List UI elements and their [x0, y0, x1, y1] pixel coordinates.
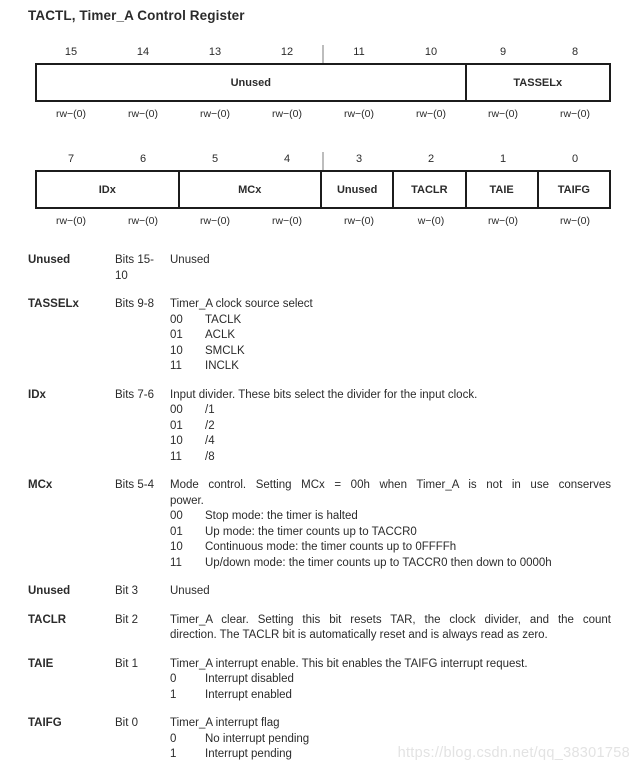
value-meaning: TACLK [205, 313, 242, 326]
field-bits: Bits 7-6 [115, 388, 154, 401]
bit-number: 2 [427, 153, 435, 165]
value-meaning: Continuous mode: the timer counts up to 0FFFFh [205, 541, 457, 553]
access-type: rw−(0) [55, 108, 87, 120]
bit-number: 10 [424, 46, 438, 58]
bit-number: 15 [64, 46, 78, 58]
access-type: rw−(0) [271, 108, 303, 120]
access-type: rw−(0) [415, 108, 447, 120]
access-type: rw−(0) [559, 215, 591, 227]
value-code: 10 [170, 344, 183, 357]
access-type: rw−(0) [343, 108, 375, 120]
field-bits: Bit 0 [115, 717, 139, 729]
bit-number: 9 [499, 46, 507, 58]
value-row [170, 328, 611, 344]
value-row [170, 403, 611, 419]
bit-number: 12 [280, 46, 294, 58]
value-meaning: Interrupt pending [205, 748, 292, 760]
value-row [170, 672, 611, 688]
bit-numbers-row [35, 152, 611, 167]
access-row [35, 108, 611, 120]
description-line: Mode control. Setting MCx = 00h when Timer_A is not in use conserves [170, 479, 611, 491]
field-name: Unused [28, 254, 71, 266]
field-bits: Bits 9-8 [115, 298, 154, 310]
value-row [170, 540, 611, 556]
field-bits: Bit 1 [115, 657, 139, 670]
access-type: rw−(0) [271, 215, 303, 227]
access-row [35, 215, 611, 227]
access-type: rw−(0) [127, 108, 159, 120]
bit-number: 4 [283, 153, 291, 165]
value-row [170, 434, 611, 450]
field-bits: Bits 5-4 [115, 479, 154, 491]
register-field-taie: TAIE [467, 172, 539, 207]
register-row-low-byte [35, 152, 611, 227]
register-field-unused: Unused [322, 172, 394, 207]
value-code: 00 [170, 510, 183, 522]
value-code: 11 [170, 360, 182, 372]
description-line: Input divider. These bits select the divider for the input clock. [170, 388, 478, 401]
value-meaning: ACLK [205, 329, 236, 341]
field-bits: Bit 2 [115, 613, 139, 626]
bit-number: 13 [208, 46, 222, 58]
field-section-unused-4 [0, 584, 611, 600]
register-field-mcx: MCx [180, 172, 323, 207]
description-line: Timer_A interrupt flag [170, 717, 280, 729]
value-code: 10 [170, 541, 183, 553]
access-type: w−(0) [417, 215, 445, 227]
bit-number: 1 [499, 153, 507, 165]
access-type: rw−(0) [199, 108, 231, 120]
bit-number: 7 [67, 153, 75, 165]
access-type: rw−(0) [487, 108, 519, 120]
register-box [35, 63, 611, 102]
bit-number: 5 [211, 153, 219, 165]
value-row [170, 359, 611, 375]
field-description [170, 657, 611, 704]
value-row [170, 556, 611, 572]
value-row [170, 509, 611, 525]
center-tick-mark [322, 152, 324, 170]
bit-number: 14 [136, 46, 150, 58]
field-section-idx-2 [0, 388, 611, 466]
value-code: 01 [170, 419, 183, 432]
register-field-idx: IDx [37, 172, 180, 207]
register-field-taclr: TACLR [394, 172, 466, 207]
description-line: Unused [170, 254, 210, 266]
value-meaning: Interrupt disabled [205, 673, 294, 685]
value-row [170, 344, 611, 360]
register-field-taifg: TAIFG [557, 183, 590, 196]
access-type: rw−(0) [343, 215, 375, 227]
value-code: 00 [170, 313, 183, 326]
value-code: 1 [170, 748, 177, 760]
value-code: 0 [170, 732, 177, 745]
field-section-unused-0 [0, 253, 611, 284]
description-line: Unused [170, 585, 210, 597]
page-title: TACTL, Timer_A Control Register [28, 8, 245, 23]
center-tick-mark [322, 45, 324, 63]
register-row-high-byte [35, 45, 611, 120]
register-field-tasselx: TASSELx [513, 76, 563, 89]
field-description [170, 253, 611, 269]
value-row [170, 419, 611, 435]
bit-number: 6 [139, 153, 147, 165]
value-row [170, 688, 611, 704]
description-line: direction. The TACLR bit is automatically reset and is always read as zero. [170, 629, 548, 641]
description-line: Timer_A clock source select [170, 298, 313, 310]
value-meaning: /1 [205, 404, 215, 416]
value-meaning: Up mode: the timer counts up to TACCR0 [205, 525, 417, 538]
value-row [170, 525, 611, 541]
field-section-tasselx-1 [0, 297, 611, 375]
field-section-taie-6 [0, 657, 611, 704]
field-name: TAIFG [28, 717, 62, 729]
register-field-unused: Unused [37, 65, 467, 100]
value-meaning: SMCLK [205, 344, 245, 357]
field-description [170, 388, 611, 466]
value-code: 0 [170, 673, 177, 685]
access-type: rw−(0) [199, 215, 231, 227]
field-name: TACLR [28, 613, 67, 626]
value-meaning: No interrupt pending [205, 732, 310, 745]
field-description [170, 478, 611, 571]
access-type: rw−(0) [487, 215, 519, 227]
field-name: TASSELx [28, 298, 79, 310]
value-meaning: Stop mode: the timer is halted [205, 510, 358, 522]
value-code: 01 [170, 525, 183, 538]
value-meaning: INCLK [205, 360, 239, 372]
value-meaning: /8 [205, 450, 215, 463]
field-section-mcx-3 [0, 478, 611, 571]
field-description [170, 297, 611, 375]
value-code: 11 [170, 556, 182, 569]
register-box [35, 170, 611, 209]
value-meaning: /2 [205, 419, 215, 432]
field-name: MCx [28, 479, 53, 491]
bit-number: 8 [571, 46, 579, 58]
access-type: rw−(0) [559, 108, 591, 120]
value-code: 10 [170, 435, 183, 447]
description-line: power. [170, 494, 204, 507]
access-type: rw−(0) [127, 215, 159, 227]
description-line: Timer_A clear. Setting this bit resets TAR, the clock divider, and the count [170, 613, 611, 626]
field-name: IDx [28, 388, 46, 401]
value-code: 1 [170, 688, 177, 701]
bit-numbers-row [35, 45, 611, 60]
bit-number: 3 [355, 153, 363, 165]
bit-number: 11 [353, 46, 365, 58]
watermark: https://blog.csdn.net/qq_38301758 [397, 745, 630, 761]
field-name: TAIE [28, 657, 54, 670]
value-row [170, 313, 611, 329]
field-description [170, 584, 611, 600]
field-bits: Bits 15-10 [115, 254, 154, 282]
value-row [170, 450, 611, 466]
field-section-taclr-5 [0, 613, 611, 644]
field-description [170, 613, 611, 644]
value-meaning: /4 [205, 435, 215, 447]
field-descriptions [0, 253, 611, 776]
access-type: rw−(0) [55, 215, 87, 227]
bit-number: 0 [571, 153, 579, 165]
value-code: 01 [170, 329, 183, 341]
value-meaning: Interrupt enabled [205, 688, 292, 701]
value-meaning: Up/down mode: the timer counts up to TACCR0 then down to 0000h [205, 556, 552, 569]
field-name: Unused [28, 585, 71, 597]
field-bits: Bit 3 [115, 585, 139, 597]
value-code: 00 [170, 404, 183, 416]
value-code: 11 [170, 450, 182, 463]
description-line: Timer_A interrupt enable. This bit enables the TAIFG interrupt request. [170, 657, 528, 670]
